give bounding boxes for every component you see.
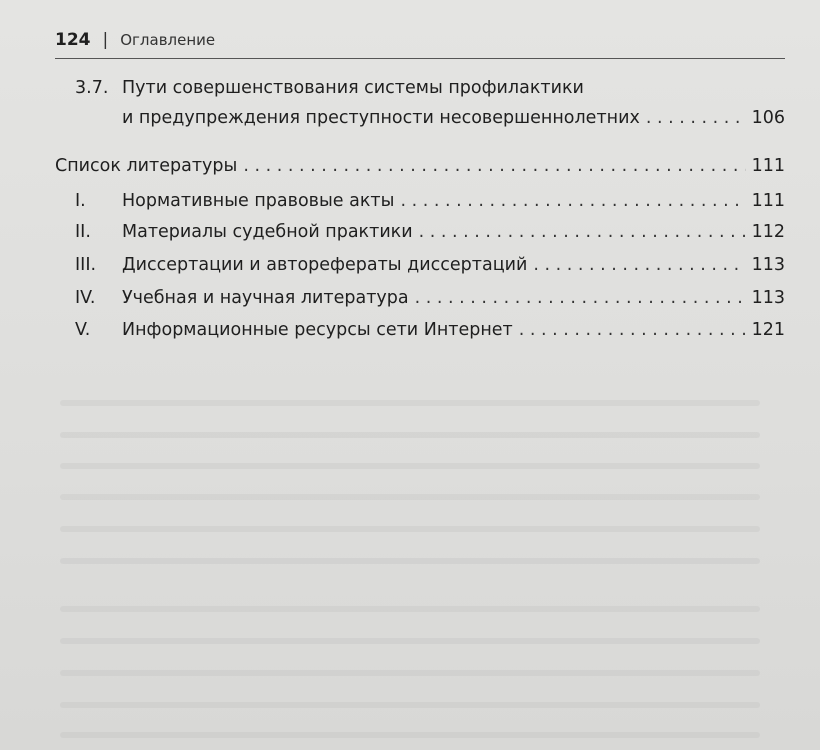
- leader-dots: [400, 189, 745, 213]
- entry-title: Учебная и научная литература: [122, 288, 409, 308]
- entry-title: Материалы судебной практики: [122, 222, 413, 242]
- bleed-through-line: [60, 702, 760, 708]
- entry-title-line2: и предупреждения преступности несовершеннолетних: [122, 108, 640, 128]
- entry-page: 106: [751, 108, 785, 128]
- toc-entry-bibliography[interactable]: [55, 154, 785, 178]
- toc-entry-ii[interactable]: [55, 220, 785, 244]
- entry-number: I.: [75, 191, 86, 211]
- entry-page: 113: [751, 255, 785, 275]
- bleed-through-line: [60, 494, 760, 500]
- entry-title-line1: Пути совершенствования системы профилактики: [122, 78, 584, 98]
- toc-entry-iii[interactable]: [55, 253, 785, 277]
- toc-entry-v[interactable]: [55, 318, 785, 342]
- bleed-through-line: [60, 606, 760, 612]
- toc-entry-3-7[interactable]: [55, 76, 785, 100]
- entry-number: V.: [75, 320, 91, 340]
- bleed-through-line: [60, 463, 760, 469]
- leader-dots: [519, 318, 746, 342]
- bleed-through-line: [60, 400, 760, 406]
- entry-number: 3.7.: [75, 78, 109, 98]
- toc-entry-iv[interactable]: [55, 286, 785, 310]
- leader-dots: [415, 286, 746, 310]
- entry-number: III.: [75, 255, 97, 275]
- toc-entry-3-7-cont[interactable]: [55, 106, 785, 130]
- page-number: 124: [55, 30, 91, 50]
- bleed-through-line: [60, 526, 760, 532]
- entry-page: 111: [751, 191, 785, 211]
- running-header: [55, 30, 785, 50]
- entry-page: 111: [751, 156, 785, 176]
- bleed-through-line: [60, 732, 760, 738]
- leader-dots: [533, 253, 745, 277]
- bleed-through-line: [60, 638, 760, 644]
- bleed-through-line: [60, 670, 760, 676]
- entry-page: 112: [751, 222, 785, 242]
- header-separator: |: [102, 30, 109, 50]
- entry-number: II.: [75, 222, 91, 242]
- entry-title: Информационные ресурсы сети Интернет: [122, 320, 513, 340]
- header-rule: [55, 58, 785, 59]
- section-title: Оглавление: [120, 31, 216, 49]
- entry-title: Нормативные правовые акты: [122, 191, 395, 211]
- leader-dots: [243, 154, 745, 178]
- leader-dots: [419, 220, 746, 244]
- bleed-through-line: [60, 432, 760, 438]
- leader-dots: [646, 106, 746, 130]
- entry-title: Диссертации и авторефераты диссертаций: [122, 255, 528, 275]
- toc-entry-i[interactable]: [55, 189, 785, 213]
- entry-title: Список литературы: [55, 156, 238, 176]
- entry-page: 121: [751, 320, 785, 340]
- bleed-through-line: [60, 558, 760, 564]
- entry-page: 113: [751, 288, 785, 308]
- entry-number: IV.: [75, 288, 96, 308]
